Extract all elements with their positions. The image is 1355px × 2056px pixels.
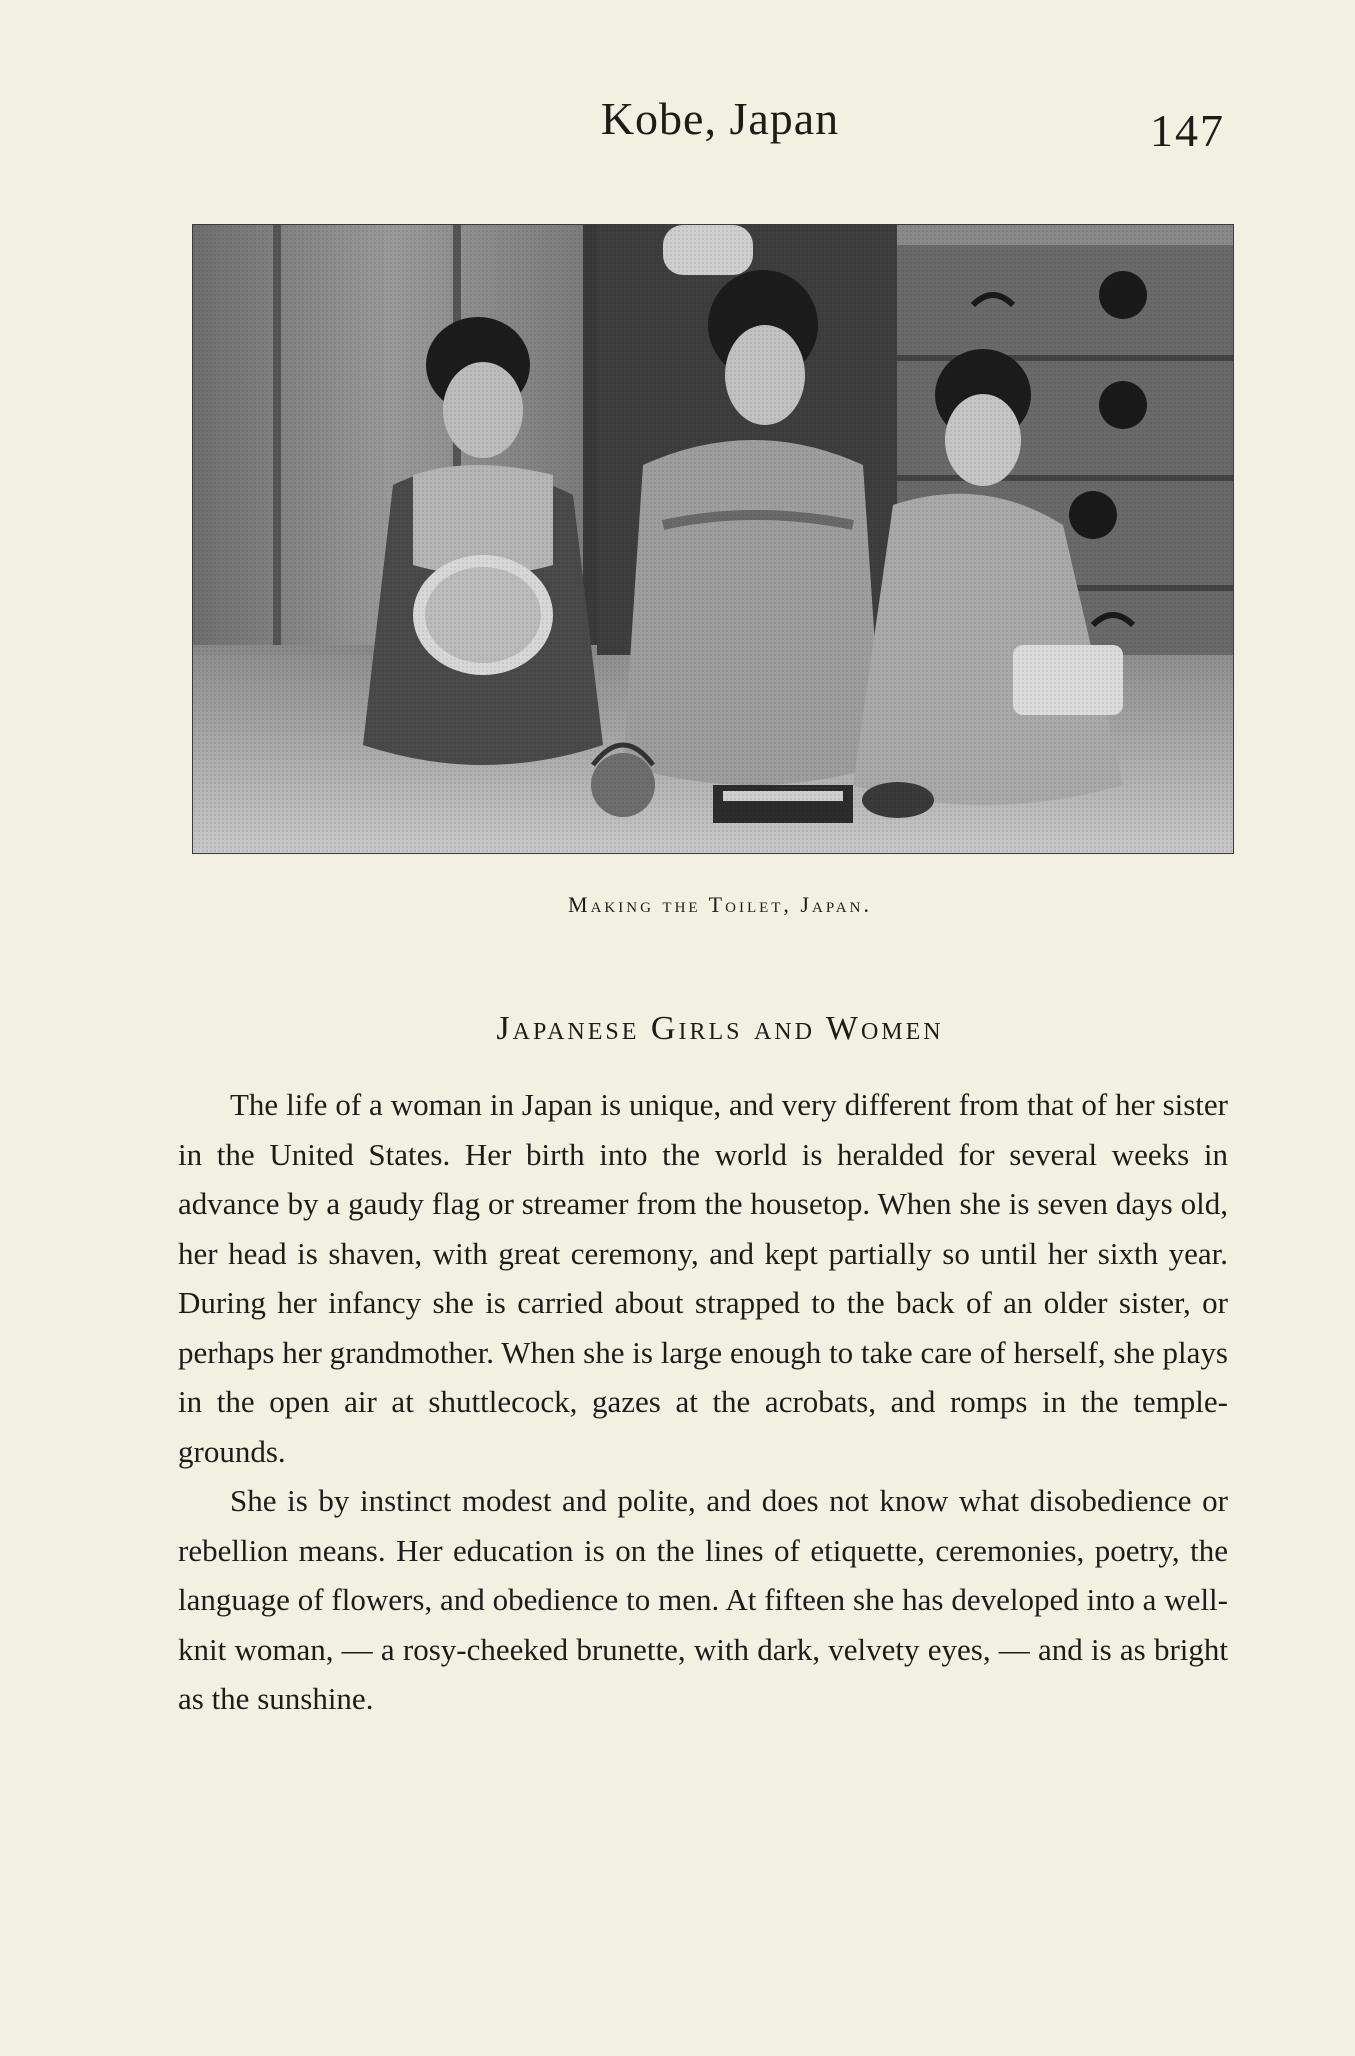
figure-caption: Making the Toilet, Japan. <box>568 892 872 917</box>
body-text <box>178 1080 1228 1724</box>
running-head <box>0 92 1355 156</box>
page-number: 147 <box>1150 105 1225 156</box>
photograph-image <box>193 225 1233 853</box>
paragraph: The life of a woman in Japan is unique, and very different from that of her sister in the United States. Her birth into the world is heralded for several weeks in advance by a gaudy flag or streamer from the housetop. When she is seven days old, her head is shaven, with great ceremony, and kept partially so until her sixth year. During her infancy she is carried about strapped to the back of an older sister, or perhaps her grandmother. When she is large enough to take care of herself, she plays in the open air at shuttlecock, gazes at the acrobats, and romps in the temple-grounds. <box>178 1087 1228 1469</box>
section-heading: Japanese Girls and Women <box>496 1010 944 1047</box>
paragraph: She is by instinct modest and polite, and does not know what disobedience or rebellion means. Her education is on the lines of etiquette, ceremonies, poetry, the language of flowers, and obedience to men. At fifteen she has developed into a well-knit woman, — a rosy-cheeked brunette, with dark, velvety eyes, — and is as bright as the sunshine. <box>178 1483 1228 1716</box>
running-title: Kobe, Japan <box>600 93 840 144</box>
halftone-photograph <box>192 224 1234 854</box>
